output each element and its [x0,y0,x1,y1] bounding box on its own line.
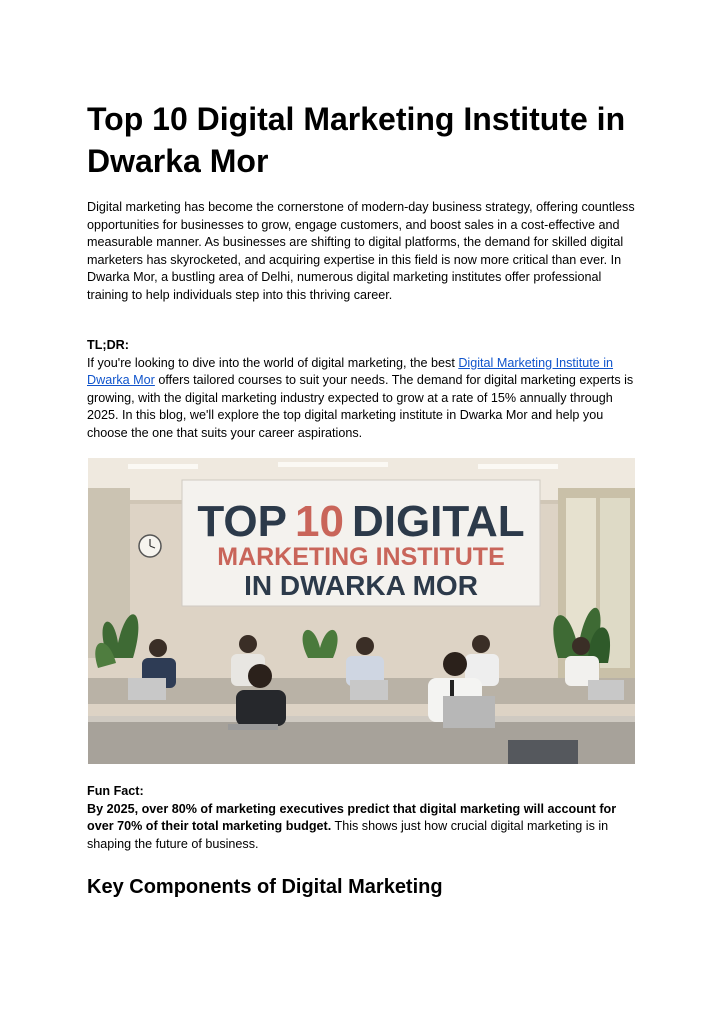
section-heading: Key Components of Digital Marketing [87,876,443,898]
fun-fact-heading: Fun Fact: [87,784,144,798]
tldr-block [87,337,635,443]
intro-paragraph: Digital marketing has become the cornerstone of modern-day business strategy, offering countless opportunities for businesses to grow, engage customers, and boost sales in a cost-effective and measurable manner. As businesses are shifting to digital platforms, the demand for skilled digital marketers has skyrocketed, and acquiring expertise in this field is now more critical than ever. In Dwarka Mor, a bustling area of Delhi, numerous digital marketing institutes offer professional training to help individuals step into this thriving career. [87,200,635,302]
clock-icon [139,535,161,557]
fun-fact-text: This shows just how crucial digital marketing is in shaping the future of business. [87,819,609,851]
tldr-text-after: offers tailored courses to suit your needs. The demand for digital marketing experts is growing, with the digital marketing industry expected to grow at a rate of 15% annually through 2025. In this blog, we'll explore the top digital marketing institute in Dwarka Mor and help you choose the one that suits your career aspirations. [87,373,634,440]
fun-fact-bold-text: By 2025, over 80% of marketing executives predict that digital marketing will account for over 70% of their total marketing budget. [87,801,617,834]
tldr-text-before: If you're looking to dive into the world of digital marketing, the best [87,355,459,370]
banner-line2: MARKETING INSTITUTE [217,543,505,571]
banner-line3: IN DWARKA MOR [244,570,478,601]
banner-line1: TOP 10 DIGITAL [197,497,525,546]
hero-image [88,458,635,764]
institute-link[interactable]: Digital Marketing Institute in Dwarka Mor [87,355,614,388]
tldr-heading: TL;DR: [87,338,129,352]
fun-fact-block [87,783,635,853]
page-title: Top 10 Digital Marketing Institute in Dwarka Mor [87,101,626,179]
